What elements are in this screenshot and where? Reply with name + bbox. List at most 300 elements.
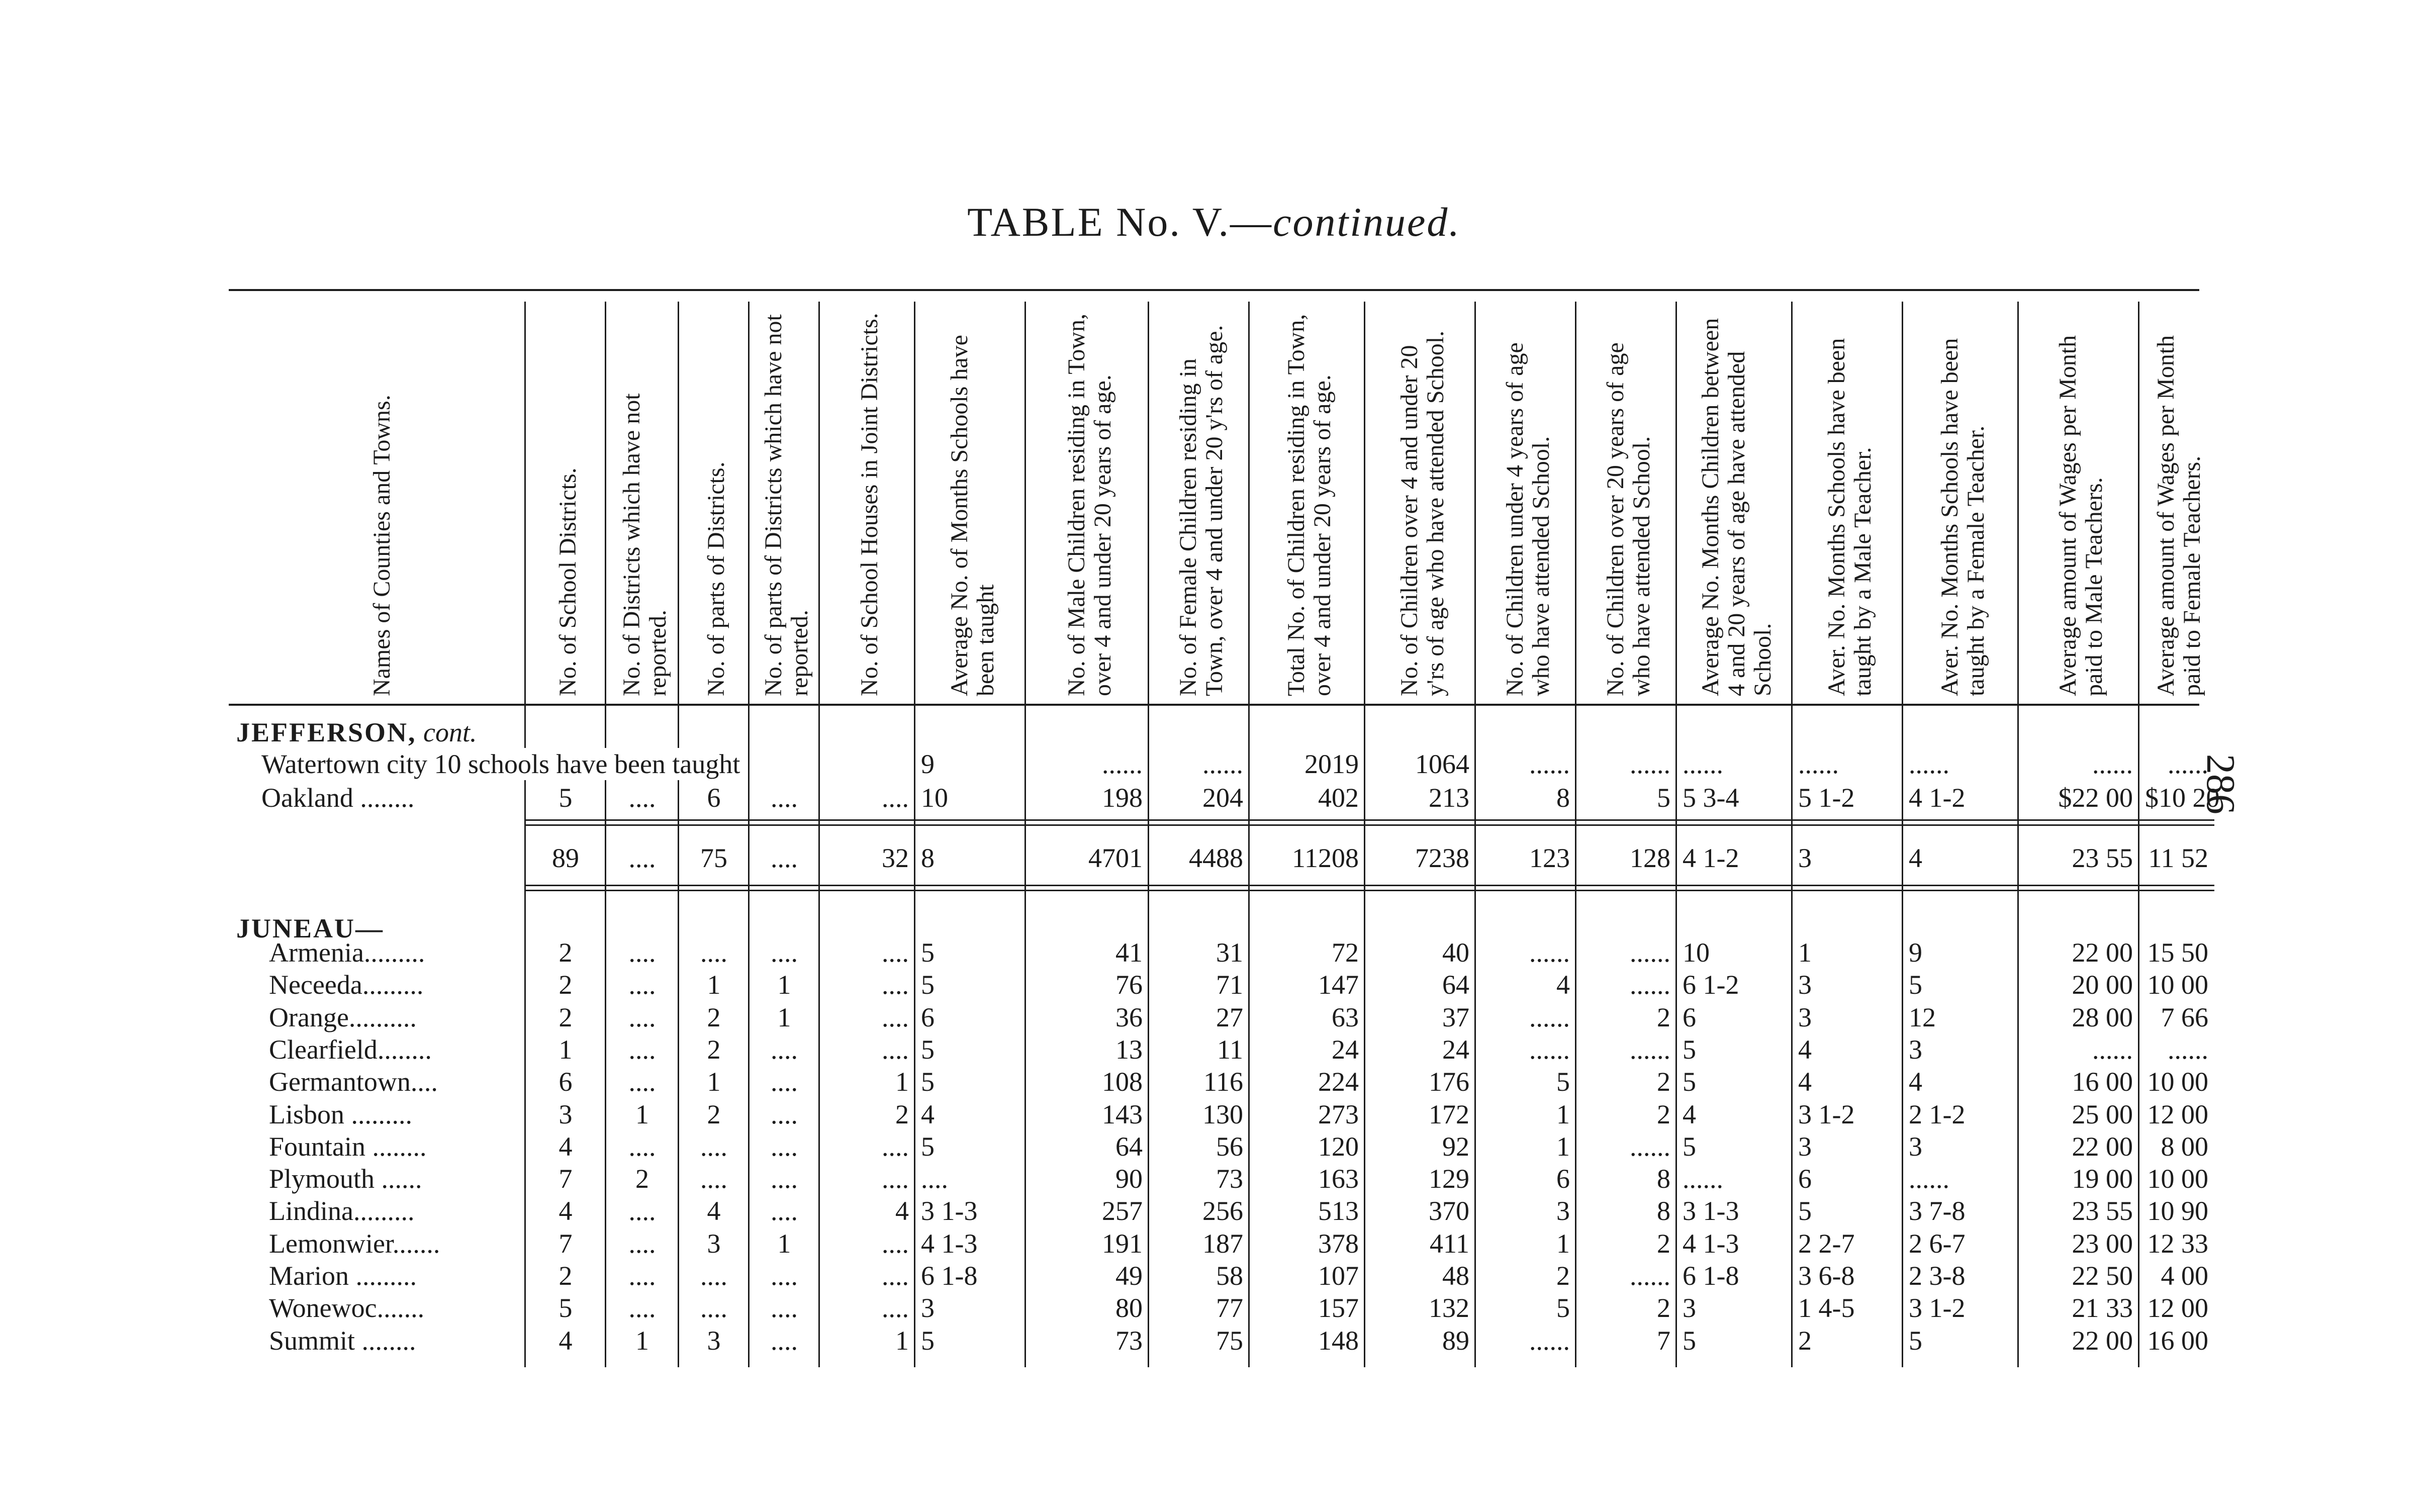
table-cell: ...... bbox=[1630, 937, 1670, 968]
table-cell: 5 bbox=[1798, 1196, 1812, 1226]
table-cell: 3 bbox=[1798, 1002, 1812, 1032]
table-cell: 4 bbox=[1798, 1034, 1812, 1065]
table-cell: 5 bbox=[1909, 1325, 1922, 1356]
town-name: Marion ......... bbox=[269, 1261, 417, 1291]
table-cell: 4 1-3 bbox=[1683, 1228, 1739, 1259]
table-cell: 6 bbox=[921, 1002, 935, 1032]
table-row bbox=[0, 969, 2428, 1001]
table-cell: 7 bbox=[558, 1164, 573, 1194]
table-cell: 1 4-5 bbox=[1798, 1293, 1855, 1324]
table-cell: 107 bbox=[1318, 1261, 1359, 1291]
table-cell: 32 bbox=[882, 843, 909, 873]
town-name: Plymouth ...... bbox=[269, 1164, 422, 1194]
table-cell: 72 bbox=[1332, 937, 1359, 968]
table-cell: 3 1-3 bbox=[1683, 1196, 1739, 1226]
table-cell: 191 bbox=[1102, 1228, 1143, 1259]
table-cell: 24 bbox=[1442, 1034, 1469, 1065]
column-header: Names of Counties and Towns. bbox=[368, 395, 395, 696]
table-cell: 25 00 bbox=[2072, 1099, 2133, 1129]
town-name: Armenia......... bbox=[269, 937, 425, 968]
table-row bbox=[0, 1325, 2428, 1357]
table-cell: .... bbox=[700, 1131, 727, 1162]
table-cell: 4 bbox=[1909, 843, 1922, 873]
table-cell: .... bbox=[882, 1034, 909, 1065]
table-cell: 1 bbox=[707, 970, 721, 1000]
table-cell: 11208 bbox=[1292, 843, 1359, 873]
table-cell: ...... bbox=[1683, 749, 1723, 779]
table-cell: 48 bbox=[1442, 1261, 1469, 1291]
table-cell: 370 bbox=[1429, 1196, 1469, 1226]
table-cell: 3 7-8 bbox=[1909, 1196, 1966, 1226]
table-cell: 10 90 bbox=[2147, 1196, 2208, 1226]
table-cell: 12 00 bbox=[2147, 1293, 2208, 1324]
table-cell: 5 bbox=[921, 1034, 935, 1065]
table-cell: 5 bbox=[1683, 1131, 1696, 1162]
table-cell: 6 bbox=[707, 783, 721, 813]
table-cell: 3 1-2 bbox=[1909, 1293, 1966, 1324]
table-cell: 172 bbox=[1429, 1099, 1469, 1129]
table-cell: 2 bbox=[1798, 1325, 1812, 1356]
table-cell: .... bbox=[628, 843, 656, 873]
county-cont: cont. bbox=[423, 717, 477, 747]
table-cell: 5 bbox=[921, 970, 935, 1000]
table-cell: 5 bbox=[1683, 1067, 1696, 1097]
column-header: No. of Districts which have not reported. bbox=[618, 393, 671, 696]
table-cell: 7 66 bbox=[2161, 1002, 2208, 1032]
table-cell: 2 bbox=[1657, 1067, 1670, 1097]
table-cell: 63 bbox=[1332, 1002, 1359, 1032]
table-cell: 2 2-7 bbox=[1798, 1228, 1855, 1259]
table-cell: 2 bbox=[1657, 1002, 1670, 1032]
table-cell: 123 bbox=[1529, 843, 1570, 873]
table-cell: 11 bbox=[1217, 1034, 1243, 1065]
table-cell: 5 bbox=[1657, 783, 1670, 813]
county-name: JEFFERSON, bbox=[236, 717, 417, 747]
table-cell: .... bbox=[771, 1067, 798, 1097]
table-cell: ...... bbox=[1630, 749, 1670, 779]
table-row bbox=[0, 748, 2428, 780]
column-header: No. of Children over 4 and under 20 y'rs of age who have attended School. bbox=[1396, 330, 1449, 696]
table-cell: 1 bbox=[777, 1002, 791, 1032]
table-cell: 10 00 bbox=[2147, 1067, 2208, 1097]
table-cell: 2 bbox=[707, 1099, 721, 1129]
table-row bbox=[0, 1001, 2428, 1033]
table-cell: .... bbox=[882, 1131, 909, 1162]
table-cell: .... bbox=[771, 783, 798, 813]
table-cell: ...... bbox=[2168, 1034, 2208, 1065]
table-cell: 20 00 bbox=[2072, 970, 2133, 1000]
table-cell: $10 20 bbox=[2145, 783, 2220, 813]
table-cell: .... bbox=[882, 1002, 909, 1032]
table-cell: 108 bbox=[1102, 1067, 1143, 1097]
table-cell: 256 bbox=[1202, 1196, 1243, 1226]
town-name: Lemonwier....... bbox=[269, 1228, 440, 1259]
column-header: No. of School Houses in Joint Districts. bbox=[856, 313, 883, 696]
table-cell: 1 bbox=[895, 1325, 909, 1356]
table-cell: 8 bbox=[1657, 1164, 1670, 1194]
table-cell: 28 00 bbox=[2072, 1002, 2133, 1032]
table-cell: 15 50 bbox=[2147, 937, 2208, 968]
table-cell: 16 00 bbox=[2147, 1325, 2208, 1356]
column-header: No. of Male Children residing in Town, over 4 and under 20 years of age. bbox=[1063, 314, 1116, 696]
table-cell: 8 bbox=[921, 843, 935, 873]
column-header: No. of parts of Districts which have not reported. bbox=[760, 314, 813, 696]
table-cell: 3 bbox=[1683, 1293, 1696, 1324]
table-cell: 90 bbox=[1115, 1164, 1143, 1194]
table-cell: $22 00 bbox=[2058, 783, 2133, 813]
table-cell: 5 bbox=[1683, 1034, 1696, 1065]
total-rule bbox=[525, 890, 2214, 891]
table-cell: 1 bbox=[635, 1325, 649, 1356]
table-cell: 5 bbox=[921, 1325, 935, 1356]
table-cell: 2 bbox=[558, 937, 573, 968]
table-cell: 4 1-3 bbox=[921, 1228, 978, 1259]
table-cell: 1 bbox=[777, 1228, 791, 1259]
table-cell: 411 bbox=[1430, 1228, 1469, 1259]
table-cell: 4 1-2 bbox=[1683, 843, 1739, 873]
table-cell: ...... bbox=[1529, 1034, 1570, 1065]
table-cell: 71 bbox=[1216, 970, 1243, 1000]
table-cell: ...... bbox=[1909, 749, 1949, 779]
table-cell: 143 bbox=[1102, 1099, 1143, 1129]
table-cell: 10 bbox=[1683, 937, 1710, 968]
table-cell: 1 bbox=[895, 1067, 909, 1097]
table-cell: .... bbox=[771, 1131, 798, 1162]
table-row bbox=[0, 1163, 2428, 1195]
table-cell: 4 bbox=[558, 1196, 573, 1226]
table-cell: ...... bbox=[1529, 1325, 1570, 1356]
table-cell: .... bbox=[882, 1261, 909, 1291]
table-cell: 5 3-4 bbox=[1683, 783, 1739, 813]
table-cell: 73 bbox=[1216, 1164, 1243, 1194]
table-cell: 132 bbox=[1429, 1293, 1469, 1324]
town-name: Oakland ........ bbox=[261, 783, 415, 813]
column-header: No. of School Districts. bbox=[554, 467, 581, 696]
table-cell: 75 bbox=[700, 843, 727, 873]
table-cell: 4 bbox=[558, 1131, 573, 1162]
column-header: Total No. of Children residing in Town, over 4 and under 20 years of age. bbox=[1283, 314, 1336, 696]
table-cell: 2 bbox=[707, 1034, 721, 1065]
table-cell: .... bbox=[771, 1034, 798, 1065]
table-cell: 5 bbox=[1556, 1067, 1570, 1097]
table-cell: 257 bbox=[1102, 1196, 1143, 1226]
table-cell: .... bbox=[700, 1261, 727, 1291]
column-header: Aver. No. Months Schools have been taught by a Male Teacher. bbox=[1823, 338, 1876, 696]
table-cell: 16 00 bbox=[2072, 1067, 2133, 1097]
table-cell: 10 00 bbox=[2147, 1164, 2208, 1194]
table-cell: 9 bbox=[921, 749, 935, 779]
table-cell: 41 bbox=[1115, 937, 1143, 968]
table-cell: .... bbox=[700, 1164, 727, 1194]
table-cell: 4 bbox=[1683, 1099, 1696, 1129]
table-cell: 1 bbox=[1798, 937, 1812, 968]
table-cell: ...... bbox=[1630, 1131, 1670, 1162]
page-number: 286 bbox=[2198, 754, 2243, 814]
table-cell: .... bbox=[882, 1164, 909, 1194]
table-cell: 4701 bbox=[1088, 843, 1143, 873]
table-cell: .... bbox=[628, 970, 656, 1000]
table-cell: 10 00 bbox=[2147, 970, 2208, 1000]
town-name: Orange.......... bbox=[269, 1002, 417, 1032]
table-cell: .... bbox=[628, 1261, 656, 1291]
table-cell: 12 33 bbox=[2147, 1228, 2208, 1259]
table-cell: 213 bbox=[1429, 783, 1469, 813]
table-cell: 2 1-2 bbox=[1909, 1099, 1966, 1129]
table-cell: 198 bbox=[1102, 783, 1143, 813]
table-cell: 21 33 bbox=[2072, 1293, 2133, 1324]
title-main: TABLE No. V.— bbox=[967, 199, 1273, 245]
table-cell: 80 bbox=[1115, 1293, 1143, 1324]
column-header: Average No. of Months Schools have been taught bbox=[946, 335, 999, 696]
table-cell: 129 bbox=[1429, 1164, 1469, 1194]
table-cell: 3 bbox=[707, 1228, 721, 1259]
table-cell: .... bbox=[628, 1196, 656, 1226]
table-cell: 40 bbox=[1442, 937, 1469, 968]
table-cell: 3 bbox=[1798, 970, 1812, 1000]
table-cell: ...... bbox=[1630, 970, 1670, 1000]
table-cell: 36 bbox=[1115, 1002, 1143, 1032]
table-row bbox=[0, 1098, 2428, 1130]
table-cell: 4 1-2 bbox=[1909, 783, 1966, 813]
table-cell: 157 bbox=[1318, 1293, 1359, 1324]
table-cell: ...... bbox=[1683, 1164, 1723, 1194]
table-cell: 92 bbox=[1442, 1131, 1469, 1162]
table-row bbox=[0, 936, 2428, 969]
table-cell: 6 bbox=[1556, 1164, 1570, 1194]
table-cell: 8 bbox=[1657, 1196, 1670, 1226]
table-cell: .... bbox=[628, 1002, 656, 1032]
table-cell: 1 bbox=[1556, 1228, 1570, 1259]
town-name: Neceeda......... bbox=[269, 970, 424, 1000]
table-cell: 6 bbox=[1798, 1164, 1812, 1194]
table-cell: 2 3-8 bbox=[1909, 1261, 1966, 1291]
table-cell: 2 bbox=[558, 970, 573, 1000]
column-header: Average amount of Wages per Month paid to Male Teachers. bbox=[2055, 335, 2107, 696]
table-row bbox=[0, 1292, 2428, 1324]
total-rule bbox=[525, 885, 2214, 886]
table-cell: 128 bbox=[1630, 843, 1670, 873]
table-cell: 1 bbox=[777, 970, 791, 1000]
watertown-note: Watertown city 10 schools have been taught bbox=[261, 749, 740, 779]
table-cell: ...... bbox=[1798, 749, 1839, 779]
table-cell: 56 bbox=[1216, 1131, 1243, 1162]
table-cell: 19 00 bbox=[2072, 1164, 2133, 1194]
table-cell: 4 bbox=[707, 1196, 721, 1226]
table-cell: 77 bbox=[1216, 1293, 1243, 1324]
table-cell: 5 bbox=[558, 1293, 573, 1324]
table-cell: 23 55 bbox=[2072, 843, 2133, 873]
title-continued: continued. bbox=[1273, 199, 1461, 245]
table-cell: 22 00 bbox=[2072, 1131, 2133, 1162]
table-cell: .... bbox=[628, 1067, 656, 1097]
table-row bbox=[0, 1130, 2428, 1163]
table-cell: .... bbox=[882, 970, 909, 1000]
table-cell: 6 1-8 bbox=[1683, 1261, 1739, 1291]
total-rule bbox=[525, 824, 2214, 826]
table-cell: .... bbox=[771, 1325, 798, 1356]
table-cell: 75 bbox=[1216, 1325, 1243, 1356]
table-cell: 4 bbox=[558, 1325, 573, 1356]
table-cell: 5 bbox=[1556, 1293, 1570, 1324]
table-cell: 22 50 bbox=[2072, 1261, 2133, 1291]
table-cell: ...... bbox=[1630, 1261, 1670, 1291]
table-cell: 4 bbox=[895, 1196, 909, 1226]
table-cell: 89 bbox=[552, 843, 579, 873]
table-cell: ...... bbox=[1529, 937, 1570, 968]
table-cell: 130 bbox=[1202, 1099, 1243, 1129]
table-cell: 4 bbox=[1556, 970, 1570, 1000]
total-rule bbox=[525, 819, 2214, 821]
table-row bbox=[0, 782, 2428, 814]
table-cell: 2 bbox=[1657, 1099, 1670, 1129]
town-name: Germantown.... bbox=[269, 1067, 438, 1097]
table-cell: 5 bbox=[558, 783, 573, 813]
table-cell: .... bbox=[628, 1034, 656, 1065]
table-cell: .... bbox=[771, 1261, 798, 1291]
table-cell: 147 bbox=[1318, 970, 1359, 1000]
table-cell: 1 bbox=[1556, 1131, 1570, 1162]
table-cell: 3 6-8 bbox=[1798, 1261, 1855, 1291]
table-cell: 5 1-2 bbox=[1798, 783, 1855, 813]
table-cell: 5 bbox=[921, 937, 935, 968]
table-cell: 3 bbox=[1556, 1196, 1570, 1226]
town-name: Fountain ........ bbox=[269, 1131, 427, 1162]
town-name: Lisbon ......... bbox=[269, 1099, 413, 1129]
table-cell: 64 bbox=[1115, 1131, 1143, 1162]
table-cell: 24 bbox=[1332, 1034, 1359, 1065]
column-header: No. of Children over 20 years of age who have attended School. bbox=[1602, 342, 1655, 696]
table-cell: 5 bbox=[1909, 970, 1922, 1000]
table-cell: 8 00 bbox=[2161, 1131, 2208, 1162]
table-cell: 3 bbox=[1798, 843, 1812, 873]
table-cell: 6 1-2 bbox=[1683, 970, 1739, 1000]
top-rule bbox=[229, 289, 2199, 291]
table-row bbox=[0, 1066, 2428, 1098]
table-cell: 3 bbox=[707, 1325, 721, 1356]
table-cell: 11 52 bbox=[2148, 843, 2208, 873]
table-cell: 2 bbox=[558, 1002, 573, 1032]
table-cell: 378 bbox=[1318, 1228, 1359, 1259]
totals-row bbox=[0, 842, 2428, 874]
table-cell: 23 55 bbox=[2072, 1196, 2133, 1226]
table-cell: 89 bbox=[1442, 1325, 1469, 1356]
table-cell: 120 bbox=[1318, 1131, 1359, 1162]
town-name: Lindina......... bbox=[269, 1196, 415, 1226]
table-cell: 23 00 bbox=[2072, 1228, 2133, 1259]
table-cell: 163 bbox=[1318, 1164, 1359, 1194]
table-cell: 3 bbox=[558, 1099, 573, 1129]
table-cell: ...... bbox=[1529, 1002, 1570, 1032]
table-cell: 8 bbox=[1556, 783, 1570, 813]
column-header: No. of Female Children residing in Town, over 4 and under 20 y'rs of age. bbox=[1175, 325, 1228, 696]
table-cell: ...... bbox=[1909, 1164, 1949, 1194]
table-cell: 3 bbox=[1909, 1131, 1922, 1162]
table-cell: 5 bbox=[921, 1131, 935, 1162]
table-cell: ...... bbox=[2092, 749, 2133, 779]
column-header: No. of parts of Districts. bbox=[703, 461, 729, 696]
table-cell: 2 bbox=[635, 1164, 649, 1194]
table-cell: 22 00 bbox=[2072, 937, 2133, 968]
table-cell: 37 bbox=[1442, 1002, 1469, 1032]
table-cell: 3 bbox=[921, 1293, 935, 1324]
county-heading-jefferson bbox=[236, 716, 477, 748]
table-cell: .... bbox=[882, 1228, 909, 1259]
table-cell: ...... bbox=[2092, 1034, 2133, 1065]
table-cell: 9 bbox=[1909, 937, 1922, 968]
table-cell: 4 bbox=[921, 1099, 935, 1129]
table-cell: 10 bbox=[921, 783, 948, 813]
table-cell: 187 bbox=[1202, 1228, 1243, 1259]
column-header: No. of Children under 4 years of age who have attended School. bbox=[1502, 342, 1554, 696]
table-cell: 224 bbox=[1318, 1067, 1359, 1097]
table-cell: 12 bbox=[1909, 1002, 1936, 1032]
table-cell: 22 00 bbox=[2072, 1325, 2133, 1356]
table-cell: 116 bbox=[1203, 1067, 1243, 1097]
county-heading-juneau: JUNEAU— bbox=[236, 913, 385, 943]
table-cell: 4 bbox=[1798, 1067, 1812, 1097]
table-cell: 2 6-7 bbox=[1909, 1228, 1966, 1259]
table-cell: 2 bbox=[558, 1261, 573, 1291]
table-cell: .... bbox=[771, 937, 798, 968]
table-cell: 5 bbox=[1683, 1325, 1696, 1356]
table-cell: 5 bbox=[921, 1067, 935, 1097]
table-cell: 176 bbox=[1429, 1067, 1469, 1097]
table-cell: 148 bbox=[1318, 1325, 1359, 1356]
table-cell: .... bbox=[628, 1228, 656, 1259]
table-cell: .... bbox=[771, 1196, 798, 1226]
table-cell: 1 bbox=[707, 1067, 721, 1097]
table-cell: .... bbox=[882, 1293, 909, 1324]
table-cell: .... bbox=[771, 1293, 798, 1324]
table-cell: 6 bbox=[1683, 1002, 1696, 1032]
table-cell: .... bbox=[628, 937, 656, 968]
table-cell: 6 1-8 bbox=[921, 1261, 978, 1291]
table-cell: .... bbox=[628, 1131, 656, 1162]
table-cell: 3 1-3 bbox=[921, 1196, 978, 1226]
table-cell: 27 bbox=[1216, 1002, 1243, 1032]
table-cell: .... bbox=[882, 937, 909, 968]
table-cell: .... bbox=[882, 783, 909, 813]
table-cell: .... bbox=[771, 843, 798, 873]
table-cell: ...... bbox=[1202, 749, 1243, 779]
table-cell: 2 bbox=[707, 1002, 721, 1032]
table-cell: .... bbox=[771, 1164, 798, 1194]
table-cell: .... bbox=[771, 1099, 798, 1129]
table-cell: 204 bbox=[1202, 783, 1243, 813]
table-cell: .... bbox=[700, 937, 727, 968]
table-cell: 2019 bbox=[1304, 749, 1359, 779]
table-cell: 2 bbox=[895, 1099, 909, 1129]
table-cell: 64 bbox=[1442, 970, 1469, 1000]
town-name: Wonewoc....... bbox=[269, 1293, 425, 1324]
table-cell: 7238 bbox=[1415, 843, 1469, 873]
table-title bbox=[0, 199, 2428, 246]
table-cell: 2 bbox=[1657, 1293, 1670, 1324]
table-cell: ...... bbox=[1529, 749, 1570, 779]
table-cell: 31 bbox=[1216, 937, 1243, 968]
town-name: Summit ........ bbox=[269, 1325, 416, 1356]
table-row bbox=[0, 1195, 2428, 1227]
table-cell: 1 bbox=[635, 1099, 649, 1129]
table-cell: 49 bbox=[1115, 1261, 1143, 1291]
table-cell: 1064 bbox=[1415, 749, 1469, 779]
table-cell: 6 bbox=[558, 1067, 573, 1097]
table-cell: ...... bbox=[1630, 1034, 1670, 1065]
table-cell: 3 1-2 bbox=[1798, 1099, 1855, 1129]
column-header: Average No. Months Children between 4 and 20 years of age have attended School. bbox=[1697, 318, 1776, 696]
table-cell: .... bbox=[628, 1293, 656, 1324]
table-cell: 513 bbox=[1318, 1196, 1359, 1226]
